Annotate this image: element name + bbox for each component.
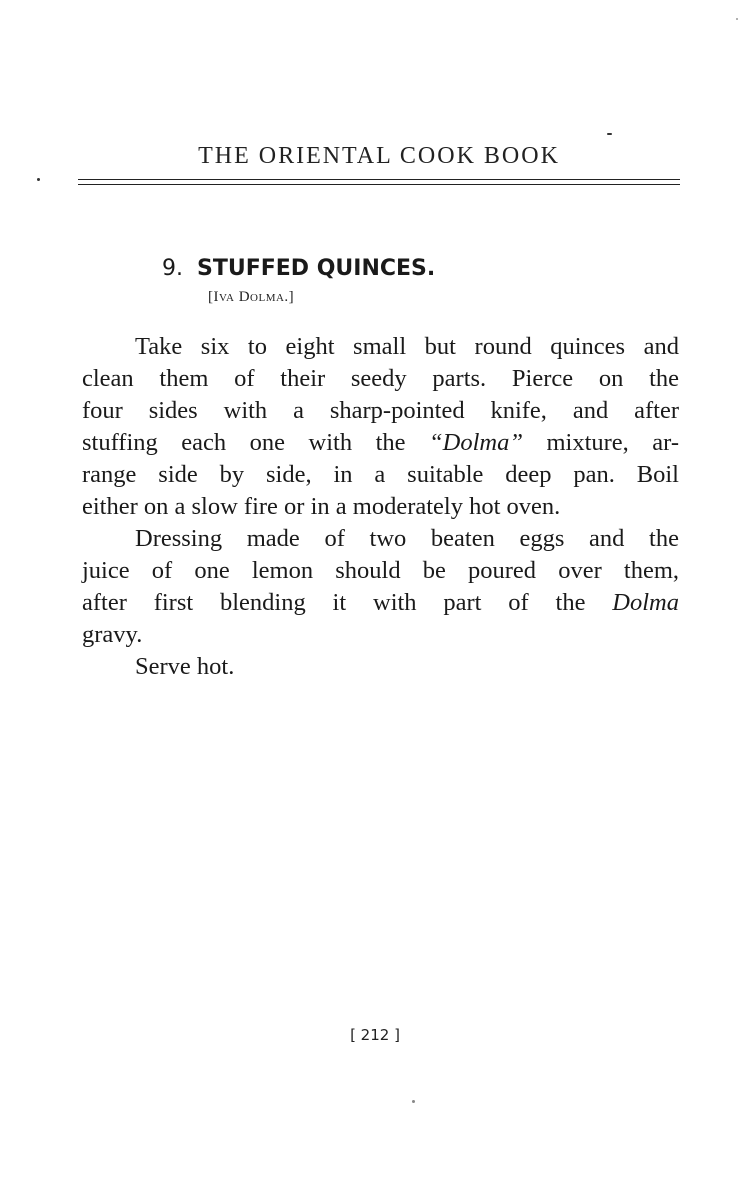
paragraph-2-line-2: juice of one lemon should be poured over them, xyxy=(82,557,679,584)
recipe-subtitle: [Iva Dolma.] xyxy=(208,289,295,305)
recipe-number: 9. xyxy=(162,256,183,281)
page-number: [ 212 ] xyxy=(350,1026,400,1044)
scan-speck xyxy=(607,133,612,135)
recipe-title xyxy=(162,256,435,281)
dolma-quoted: “Dolma” xyxy=(429,429,523,456)
paragraph-2-line-4: gravy. xyxy=(82,621,143,648)
paragraph-1-line-2: clean them of their seedy parts. Pierce on the xyxy=(82,365,679,392)
running-head: THE ORIENTAL COOK BOOK xyxy=(198,143,560,169)
paragraph-1-line-5: range side by side, in a suitable deep pan. Boil xyxy=(82,461,679,488)
header-rule-top xyxy=(78,179,680,180)
paragraph-2-line-3 xyxy=(82,587,679,619)
scan-speck xyxy=(736,18,738,20)
recipe-title-text: STUFFED QUINCES. xyxy=(197,256,436,281)
paragraph-1-line-4-end: mixture, ar- xyxy=(522,429,679,456)
recipe-body xyxy=(82,331,679,683)
paragraph-2-line-1: Dressing made of two beaten eggs and the xyxy=(135,525,679,552)
scan-speck xyxy=(37,178,40,181)
dolma-italic: Dolma xyxy=(612,589,679,616)
paragraph-1-line-6: either on a slow fire or in a moderately hot oven. xyxy=(82,493,561,520)
paragraph-1-line-4-start: stuffing each one with the xyxy=(82,429,430,456)
paragraph-2-line-3-start: after first blending it with part of the xyxy=(82,589,613,616)
paragraph-1-line-4 xyxy=(82,427,679,459)
scan-speck xyxy=(412,1100,415,1103)
paragraph-1-line-3: four sides with a sharp-pointed knife, and after xyxy=(82,397,679,424)
header-rule-bottom xyxy=(78,184,680,185)
paragraph-1-line-1: Take six to eight small but round quinces and xyxy=(135,333,679,360)
paragraph-3-line-1: Serve hot. xyxy=(135,653,235,680)
